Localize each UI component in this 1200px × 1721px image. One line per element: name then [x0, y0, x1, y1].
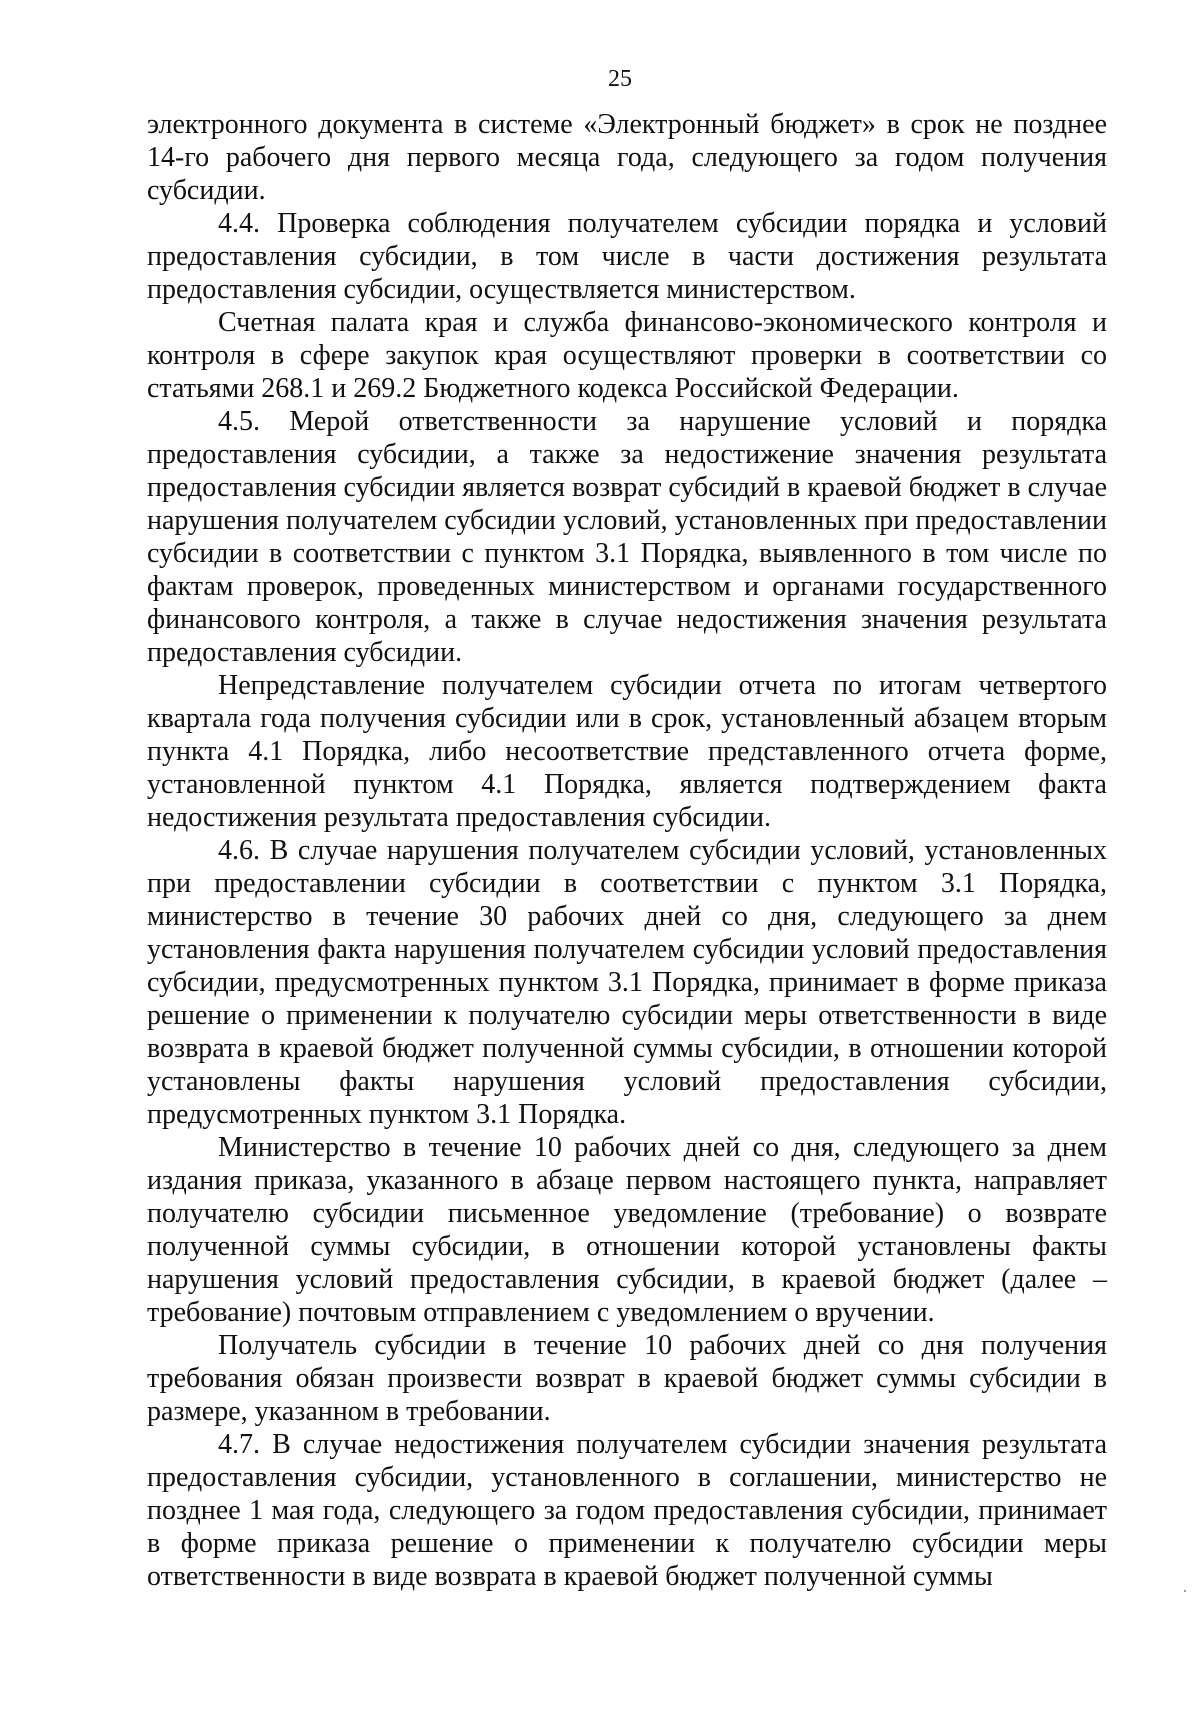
scan-artifact — [1184, 1590, 1186, 1592]
paragraph-ministry-notice: Министерство в течение 10 рабочих дней со дня, следующего за днем издания приказа, указанного в абзаце первом настоящего пункта, направляет получателю субсидии письменное уведомление (требование) о возврате полученной суммы субсидии, в отношении которой установлены факты нарушения условий предоставления субсидии, в краевой бюджет (далее – требование) почтовым отправлением с уведомлением о вручении. — [147, 1132, 1107, 1328]
paragraph-4-7: 4.7. В случае недостижения получателем субсидии значения результата предоставления субсидии, установленного в соглашении, министерство не позднее 1 мая года, следующего за годом предоставления субсидии, принимает в форме приказа решение о применении к получателю субсидии меры ответственности в виде возврата в краевой бюджет полученной суммы — [147, 1429, 1107, 1592]
paragraph-4-6: 4.6. В случае нарушения получателем субсидии условий, установленных при предоставлении субсидии в соответствии с пунктом 3.1 Порядка, министерство в течение 30 рабочих дней со дня, следующего за днем установления факта нарушения получателем субсидии условий предоставления субсидии, предусмотренных пунктом 3.1 Порядка, принимает в форме приказа решение о применении к получателю субсидии меры ответственности в виде возврата в краевой бюджет полученной суммы субсидии, в отношении которой установлены факты нарушения условий предоставления субсидии, предусмотренных пунктом 3.1 Порядка. — [147, 835, 1107, 1130]
paragraph-4-4: 4.4. Проверка соблюдения получателем субсидии порядка и условий предоставления субсидии, в том числе в части достижения результата предоставления субсидии, осуществляется министерством. — [147, 208, 1107, 305]
document-body — [147, 108, 1107, 1593]
paragraph-report-nonsubmission: Непредставление получателем субсидии отчета по итогам четвертого квартала года получения субсидии или в срок, установленный абзацем вторым пункта 4.1 Порядка, либо несоответствие представленного отчета форме, установленной пунктом 4.1 Порядка, является подтверждением факта недостижения результата предоставления субсидии. — [147, 670, 1107, 833]
paragraph-4-5: 4.5. Мерой ответственности за нарушение условий и порядка предоставления субсидии, а также за недостижение значения результата предоставления субсидии является возврат субсидий в краевой бюджет в случае нарушения получателем субсидии условий, установленных при предоставлении субсидии в соответствии с пунктом 3.1 Порядка, выявленного в том числе по фактам проверок, проведенных министерством и органами государственного финансового контроля, а также в случае недостижения значения результата предоставления субсидии. — [147, 406, 1107, 668]
paragraph-continuation: электронного документа в системе «Электронный бюджет» в срок не позднее 14-го рабочего дня первого месяца года, следующего за годом получения субсидии. — [147, 109, 1107, 206]
paragraph-audit-chamber: Счетная палата края и служба финансово-экономического контроля и контроля в сфере закупок края осуществляют проверки в соответствии со статьями 268.1 и 269.2 Бюджетного кодекса Российской Федерации. — [147, 307, 1107, 404]
page-number: 25 — [608, 66, 632, 92]
paragraph-recipient-refund: Получатель субсидии в течение 10 рабочих дней со дня получения требования обязан произвести возврат в краевой бюджет суммы субсидии в размере, указанном в требовании. — [147, 1330, 1107, 1427]
